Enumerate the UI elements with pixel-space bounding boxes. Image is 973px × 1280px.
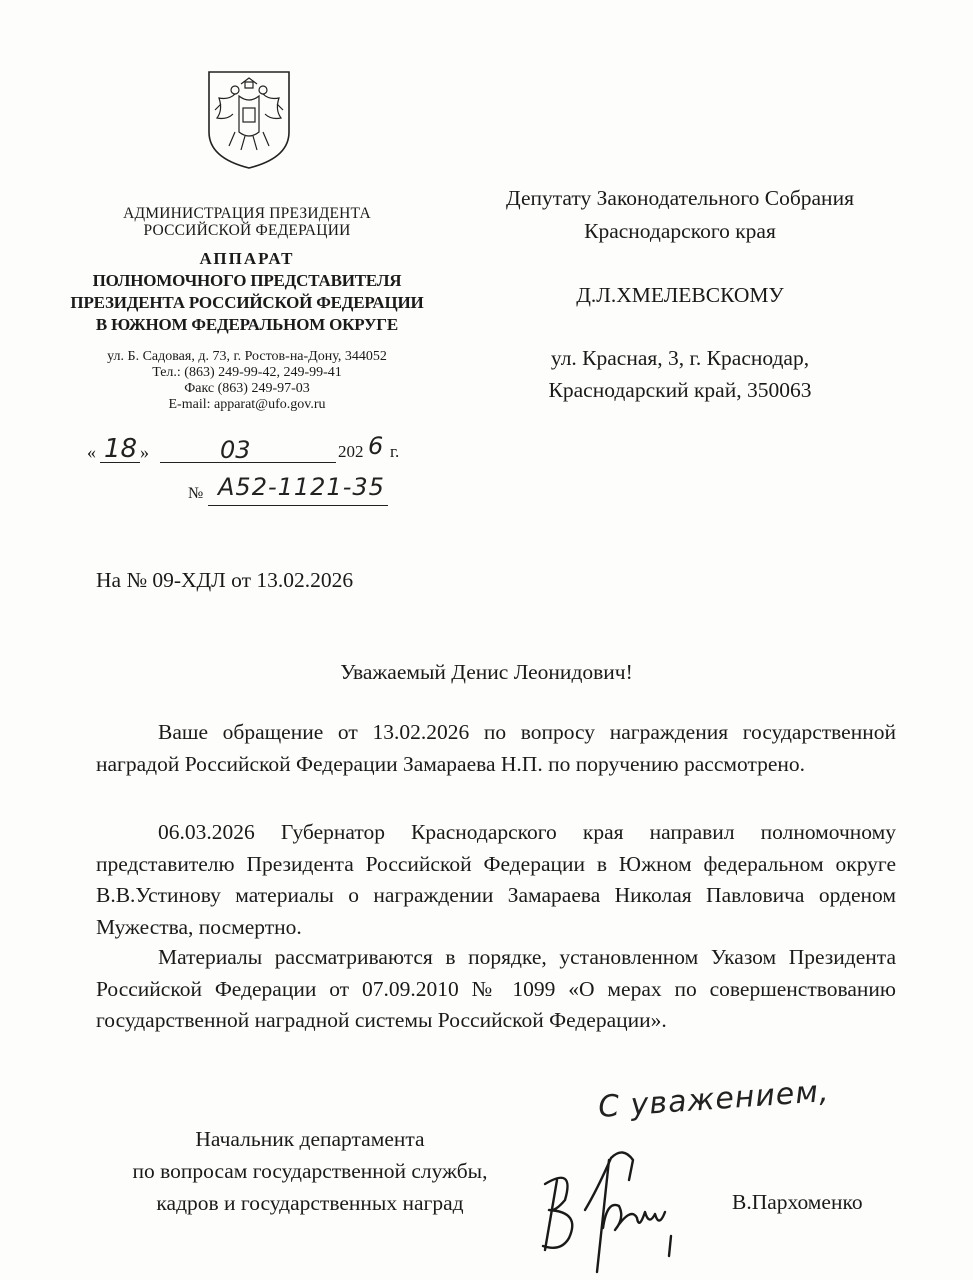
body-paragraph-2: 06.03.2026 Губернатор Краснодарского края направил полномочному представителю Президента Российской Федерации в Южном федеральном округе В.В.Устинову материалы о награждении Замараева Николая Павловича орденом Мужества, посмертно. xyxy=(96,820,896,939)
registration-date: « 18 » 03 202 6 г. xyxy=(87,432,400,464)
date-year-prefix: 202 xyxy=(338,442,364,461)
org-line-2: РОССИЙСКОЙ ФЕДЕРАЦИИ xyxy=(143,222,351,239)
handwritten-closing: С уважением, xyxy=(597,1073,831,1126)
sender-phone: Тел.: (863) 249-99-42, 249-99-41 xyxy=(152,365,342,380)
date-month: 03 xyxy=(220,436,251,464)
signer-title-line-2: по вопросам государственной службы, xyxy=(132,1159,488,1183)
greeting: Уважаемый Денис Леонидович! xyxy=(340,660,633,684)
registration-number xyxy=(188,473,388,509)
addressee-line-1: Депутату Законодательного Собрания xyxy=(506,186,854,210)
addressee-line-2: Краснодарского края xyxy=(584,219,776,243)
number-value: А52-1121-35 xyxy=(218,473,385,501)
addressee-name: Д.Л.ХМЕЛЕВСКОМУ xyxy=(576,283,784,307)
sender-email: E-mail: apparat@ufo.gov.ru xyxy=(168,397,326,412)
signer-title-line-3: кадров и государственных наград xyxy=(156,1191,464,1215)
date-year-suffix: г. xyxy=(390,442,400,461)
signer-title-line-1: Начальник департамента xyxy=(195,1127,425,1151)
sender-address: ул. Б. Садовая, д. 73, г. Ростов-на-Дону, 344052 xyxy=(107,349,387,364)
number-underline xyxy=(208,505,388,506)
reference-line: На № 09-ХДЛ от 13.02.2026 xyxy=(96,568,354,592)
number-label: № xyxy=(188,485,204,502)
sender-title-line-1: АППАРАТ xyxy=(199,249,295,268)
day-underline xyxy=(100,462,140,463)
sender-fax: Факс (863) 249-97-03 xyxy=(184,381,310,396)
coat-of-arms-emblem xyxy=(205,70,293,170)
sender-title-line-2: ПОЛНОМОЧНОГО ПРЕДСТАВИТЕЛЯ xyxy=(92,271,402,290)
sender-title-line-4: В ЮЖНОМ ФЕДЕРАЛЬНОМ ОКРУГЕ xyxy=(95,315,399,334)
addressee-address-1: ул. Красная, 3, г. Краснодар, xyxy=(550,346,810,370)
signer-name: В.Пархоменко xyxy=(732,1190,863,1214)
handwritten-signature xyxy=(535,1140,685,1278)
org-line-1: АДМИНИСТРАЦИЯ ПРЕЗИДЕНТА xyxy=(123,205,371,222)
body-paragraph-1: Ваше обращение от 13.02.2026 по вопросу награждения государственной наградой Российской Федерации Замараева Н.П. по поручению рассмотрено. xyxy=(96,720,896,776)
addressee-address-2: Краснодарский край, 350063 xyxy=(548,378,812,402)
sender-title-line-3: ПРЕЗИДЕНТА РОССИЙСКОЙ ФЕДЕРАЦИИ xyxy=(70,293,424,312)
body-paragraph-3: Материалы рассматриваются в порядке, установленном Указом Президента Российской Федерации от 07.09.2010 № 1099 «О мерах по совершенствованию государственной наградной системы Российской Федерации». xyxy=(96,945,896,1032)
date-day: 18 xyxy=(104,434,138,464)
date-year-digit: 6 xyxy=(368,432,384,460)
